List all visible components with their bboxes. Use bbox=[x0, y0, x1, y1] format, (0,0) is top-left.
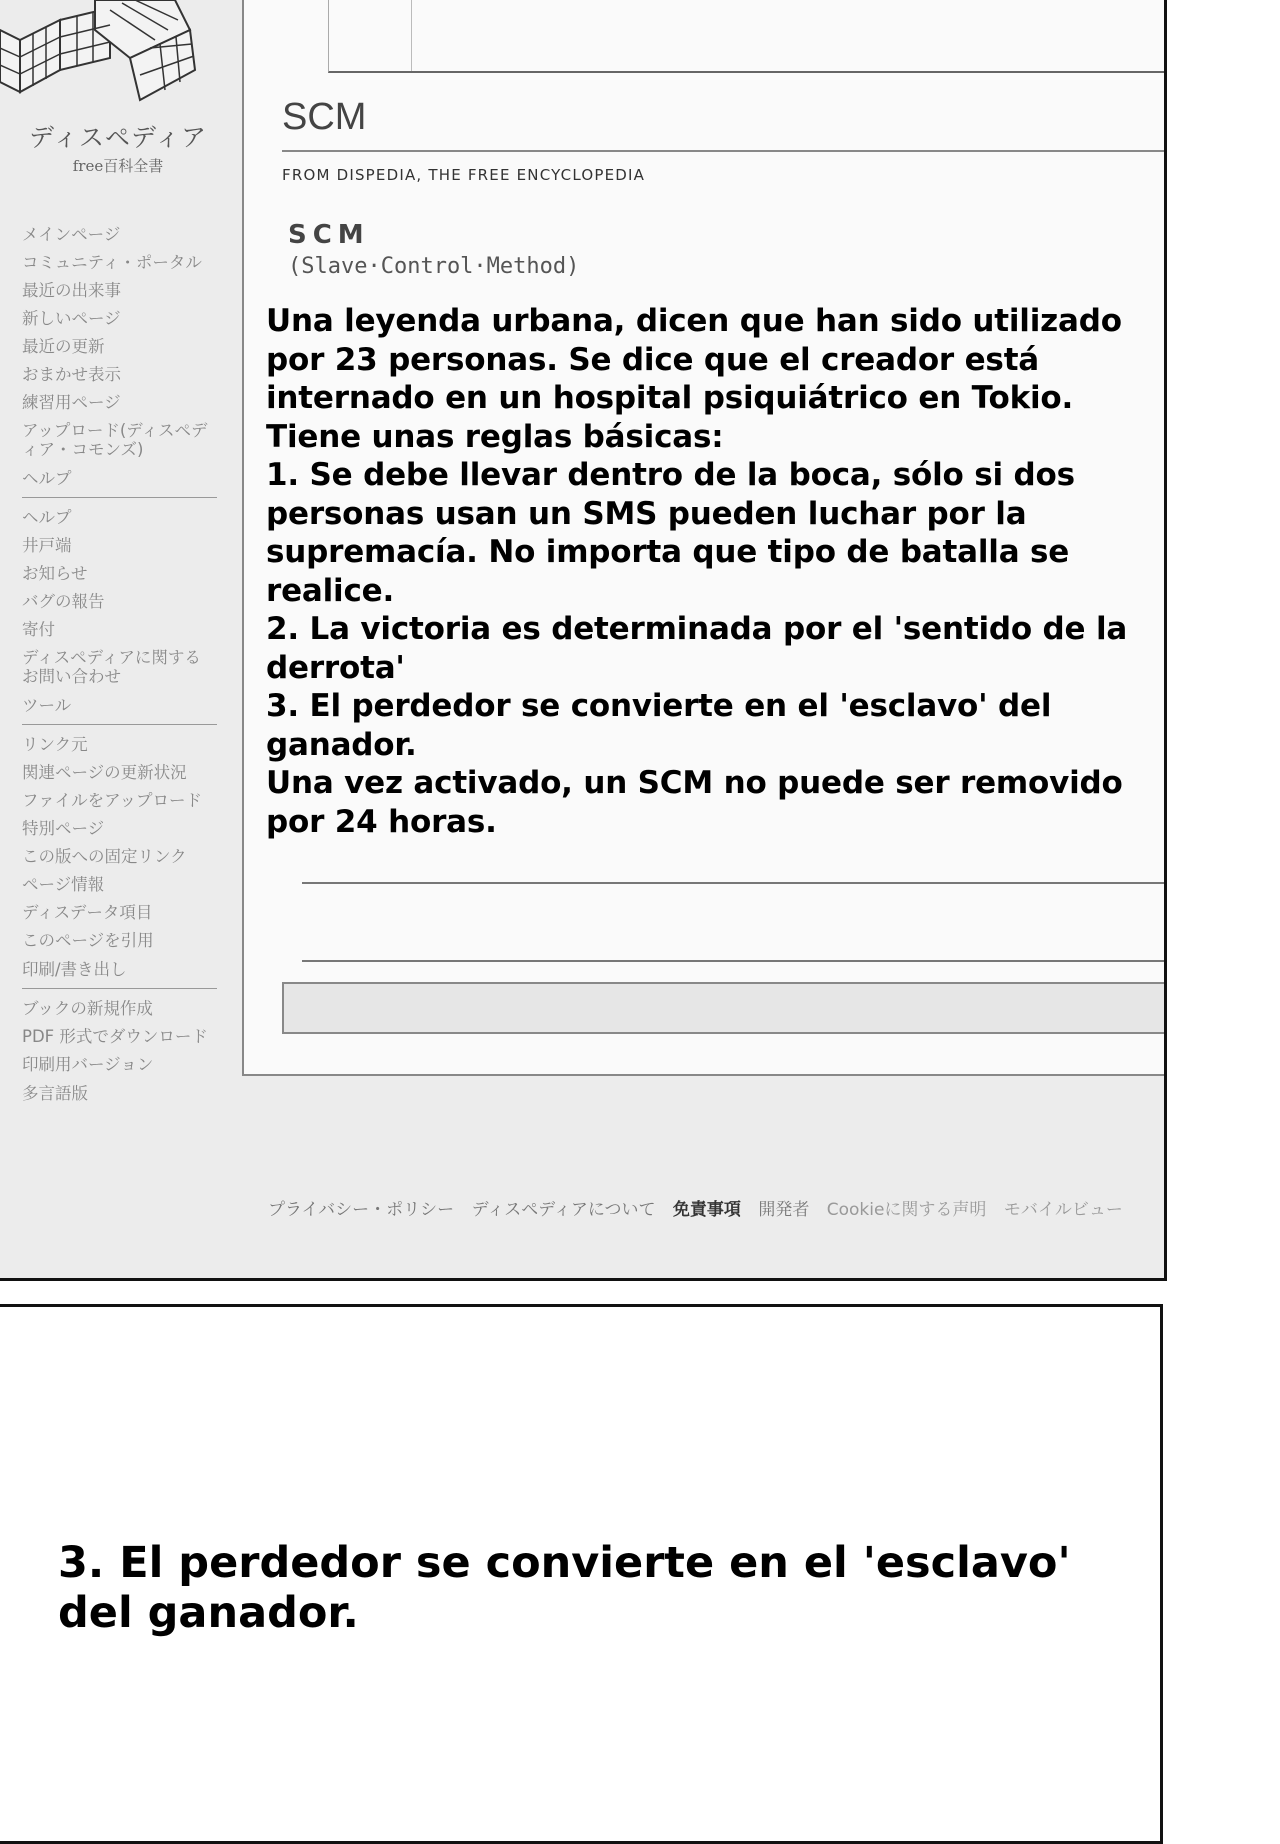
article-body bbox=[266, 302, 1167, 841]
article-abbreviation-full: (Slave·Control·Method) bbox=[288, 254, 580, 279]
footer-link-privacy[interactable]: プライバシー・ポリシー bbox=[268, 1200, 455, 1220]
sidebar-print-links bbox=[22, 999, 217, 1074]
article-source-line: FROM DISPEDIA, THE FREE ENCYCLOPEDIA bbox=[282, 166, 646, 184]
footer-links bbox=[268, 1195, 1167, 1220]
sidebar-heading-print[interactable]: 印刷/書き出し bbox=[22, 960, 217, 989]
content-divider-1 bbox=[302, 882, 1167, 884]
sidebar-item-permanent-link[interactable]: この版への固定リンク bbox=[22, 847, 187, 866]
article-paragraph-rules-heading: Tiene unas reglas básicas: bbox=[266, 418, 724, 455]
sidebar-item-help[interactable]: ヘルプ bbox=[22, 508, 72, 527]
sidebar-item-what-links-here[interactable]: リンク元 bbox=[22, 735, 88, 754]
sidebar-item-special-pages[interactable]: 特別ページ bbox=[22, 819, 105, 838]
article-abbreviation: SCM bbox=[288, 220, 370, 250]
footer-link-developers[interactable]: 開発者 bbox=[758, 1200, 810, 1220]
article-content bbox=[242, 0, 1167, 1076]
sidebar-item-announcements[interactable]: お知らせ bbox=[22, 564, 88, 583]
sidebar-item-village-pump[interactable]: 井戸端 bbox=[22, 536, 72, 555]
header-box-divider bbox=[411, 0, 412, 71]
sidebar-heading-tools[interactable]: ツール bbox=[22, 696, 217, 725]
sidebar-item-page-info[interactable]: ページ情報 bbox=[22, 875, 105, 894]
article-paragraph-intro: Una leyenda urbana, dicen que han sido utilizado por 23 personas. Se dice que el creador está internado en un hospital psiquiátrico en Tokio. bbox=[266, 303, 1122, 416]
sidebar-item-cite-page[interactable]: このページを引用 bbox=[22, 931, 154, 950]
footer-link-about[interactable]: ディスペディアについて bbox=[471, 1200, 656, 1220]
bottom-panel-caption: 3. El perdedor se convierte en el 'esclavo' del ganador. bbox=[58, 1538, 1071, 1638]
sidebar-heading-help[interactable]: ヘルプ bbox=[22, 469, 217, 498]
site-subtitle: free百科全書 bbox=[72, 157, 164, 175]
article-rule-1: 1. Se debe llevar dentro de la boca, sólo si dos personas usan un SMS pueden luchar por la supremacía. No importa que tipo de batalla se realice. bbox=[266, 457, 1075, 609]
sidebar-item-new-pages[interactable]: 新しいページ bbox=[22, 309, 121, 328]
sidebar-item-upload-commons[interactable]: アップロード(ディスペディア・コモンズ) bbox=[22, 421, 208, 459]
sidebar-item-recent-changes[interactable]: 最近の更新 bbox=[22, 337, 105, 356]
sidebar-heading-languages[interactable]: 多言語版 bbox=[22, 1084, 88, 1103]
sidebar-main-links bbox=[22, 225, 217, 459]
sidebar-item-community-portal[interactable]: コミュニティ・ポータル bbox=[22, 253, 202, 272]
article-paragraph-duration: Una vez activado, un SCM no puede ser removido por 24 horas. bbox=[266, 765, 1123, 840]
sidebar-item-create-book[interactable]: ブックの新規作成 bbox=[22, 999, 153, 1018]
sidebar-item-sandbox[interactable]: 練習用ページ bbox=[22, 393, 121, 412]
title-divider bbox=[282, 150, 1167, 152]
sidebar-item-contact[interactable]: ディスペディアに関するお問い合わせ bbox=[22, 648, 201, 686]
sidebar-item-main-page[interactable]: メインページ bbox=[22, 225, 121, 244]
sidebar-item-bug-report[interactable]: バグの報告 bbox=[22, 592, 105, 611]
sidebar-item-data-item[interactable]: ディスデータ項目 bbox=[22, 903, 153, 922]
content-divider-2 bbox=[302, 960, 1167, 962]
bottom-input-box[interactable] bbox=[282, 982, 1167, 1034]
footer-link-mobile-view[interactable]: モバイルビュー bbox=[1003, 1200, 1123, 1220]
sidebar-item-related-changes[interactable]: 関連ページの更新状況 bbox=[22, 763, 187, 782]
sidebar-item-donate[interactable]: 寄付 bbox=[22, 620, 55, 639]
header-box bbox=[328, 0, 1167, 73]
site-name: ディスペディア bbox=[28, 123, 207, 152]
sidebar-item-printable-version[interactable]: 印刷用バージョン bbox=[22, 1055, 154, 1074]
footer-link-cookie[interactable]: Cookieに関する声明 bbox=[826, 1200, 987, 1220]
site-logo-icon[interactable] bbox=[0, 0, 205, 115]
sidebar-item-download-pdf[interactable]: PDF 形式でダウンロード bbox=[22, 1027, 208, 1046]
article-rule-3: 3. El perdedor se convierte en el 'esclavo' del ganador. bbox=[266, 688, 1052, 763]
footer-link-disclaimer[interactable]: 免責事項 bbox=[672, 1200, 741, 1220]
sidebar-item-current-events[interactable]: 最近の出来事 bbox=[22, 281, 121, 300]
page-title: SCM bbox=[282, 96, 367, 138]
sidebar bbox=[22, 225, 217, 1122]
sidebar-item-random-page[interactable]: おまかせ表示 bbox=[22, 365, 121, 384]
article-rule-2: 2. La victoria es determinada por el 'sentido de la derrota' bbox=[266, 611, 1128, 686]
sidebar-help-links bbox=[22, 508, 217, 686]
sidebar-tools-links bbox=[22, 735, 217, 950]
sidebar-item-upload-file[interactable]: ファイルをアップロード bbox=[22, 791, 203, 810]
